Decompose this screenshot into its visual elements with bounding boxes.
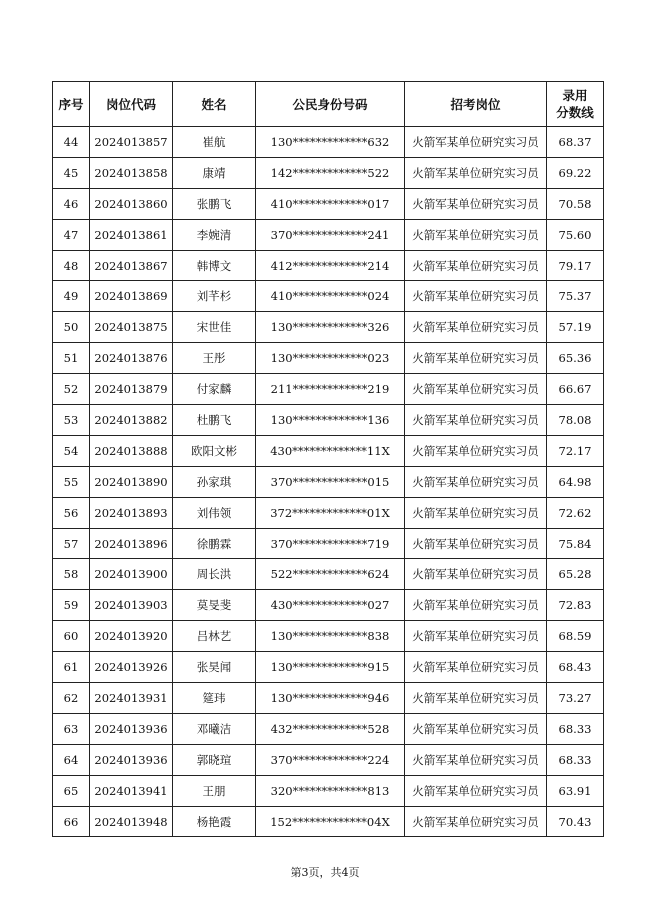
cell-seq: 52 (53, 374, 90, 405)
table-body (53, 127, 604, 837)
cell-position-code: 2024013896 (90, 528, 173, 559)
cell-id-number: 410*************017 (256, 188, 405, 219)
cell-position: 火箭军某单位研究实习员 (405, 374, 547, 405)
cell-score: 75.37 (547, 281, 604, 312)
cell-position: 火箭军某单位研究实习员 (405, 405, 547, 436)
cell-id-number: 430*************027 (256, 590, 405, 621)
cell-seq: 54 (53, 435, 90, 466)
cell-position: 火箭军某单位研究实习员 (405, 219, 547, 250)
table-row (53, 312, 604, 343)
cell-seq: 48 (53, 250, 90, 281)
cell-name: 周长洪 (173, 559, 256, 590)
table-row (53, 683, 604, 714)
cell-position: 火箭军某单位研究实习员 (405, 621, 547, 652)
table-row (53, 590, 604, 621)
cell-score: 75.60 (547, 219, 604, 250)
header-id-number: 公民身份号码 (256, 82, 405, 127)
cell-seq: 62 (53, 683, 90, 714)
cell-id-number: 142*************522 (256, 157, 405, 188)
cell-position: 火箭军某单位研究实习员 (405, 744, 547, 775)
cell-seq: 47 (53, 219, 90, 250)
table-row (53, 559, 604, 590)
cell-id-number: 370*************241 (256, 219, 405, 250)
cell-position: 火箭军某单位研究实习员 (405, 466, 547, 497)
cell-name: 康靖 (173, 157, 256, 188)
cell-position-code: 2024013857 (90, 127, 173, 158)
cell-id-number: 430*************11X (256, 435, 405, 466)
cell-id-number: 432*************528 (256, 713, 405, 744)
cell-position-code: 2024013903 (90, 590, 173, 621)
cell-position: 火箭军某单位研究实习员 (405, 127, 547, 158)
cell-score: 68.33 (547, 713, 604, 744)
cell-score: 75.84 (547, 528, 604, 559)
table-row (53, 528, 604, 559)
cell-position: 火箭军某单位研究实习员 (405, 775, 547, 806)
cell-seq: 60 (53, 621, 90, 652)
cell-position-code: 2024013926 (90, 652, 173, 683)
cell-seq: 49 (53, 281, 90, 312)
table-row (53, 157, 604, 188)
table-row (53, 621, 604, 652)
cell-position-code: 2024013893 (90, 497, 173, 528)
cell-position-code: 2024013936 (90, 744, 173, 775)
cell-id-number: 130*************946 (256, 683, 405, 714)
cell-score: 68.33 (547, 744, 604, 775)
cell-seq: 65 (53, 775, 90, 806)
cell-seq: 50 (53, 312, 90, 343)
cell-score: 68.59 (547, 621, 604, 652)
table-row (53, 435, 604, 466)
cell-score: 66.67 (547, 374, 604, 405)
cell-position: 火箭军某单位研究实习员 (405, 683, 547, 714)
header-score (547, 82, 604, 127)
table-row (53, 652, 604, 683)
cell-position-code: 2024013920 (90, 621, 173, 652)
cell-position: 火箭军某单位研究实习员 (405, 312, 547, 343)
cell-name: 王朋 (173, 775, 256, 806)
cell-score: 72.17 (547, 435, 604, 466)
cell-position: 火箭军某单位研究实习员 (405, 806, 547, 837)
cell-position-code: 2024013875 (90, 312, 173, 343)
cell-position: 火箭军某单位研究实习员 (405, 590, 547, 621)
cell-position: 火箭军某单位研究实习员 (405, 528, 547, 559)
cell-position: 火箭军某单位研究实习员 (405, 713, 547, 744)
cell-id-number: 522*************624 (256, 559, 405, 590)
header-score-line1: 录用 (562, 88, 588, 103)
cell-position: 火箭军某单位研究实习员 (405, 343, 547, 374)
cell-seq: 66 (53, 806, 90, 837)
cell-id-number: 370*************224 (256, 744, 405, 775)
cell-score: 78.08 (547, 405, 604, 436)
header-position-code: 岗位代码 (90, 82, 173, 127)
score-table (52, 81, 604, 837)
cell-id-number: 211*************219 (256, 374, 405, 405)
cell-id-number: 320*************813 (256, 775, 405, 806)
cell-id-number: 130*************632 (256, 127, 405, 158)
cell-name: 邓曦洁 (173, 713, 256, 744)
cell-position-code: 2024013888 (90, 435, 173, 466)
table-row (53, 744, 604, 775)
cell-name: 李婉清 (173, 219, 256, 250)
table-row (53, 713, 604, 744)
cell-position: 火箭军某单位研究实习员 (405, 188, 547, 219)
cell-score: 79.17 (547, 250, 604, 281)
table-row (53, 497, 604, 528)
cell-position-code: 2024013860 (90, 188, 173, 219)
cell-position-code: 2024013882 (90, 405, 173, 436)
cell-name: 徐鹏霖 (173, 528, 256, 559)
cell-seq: 63 (53, 713, 90, 744)
cell-id-number: 130*************136 (256, 405, 405, 436)
header-position: 招考岗位 (405, 82, 547, 127)
cell-score: 64.98 (547, 466, 604, 497)
cell-name: 崔航 (173, 127, 256, 158)
cell-seq: 51 (53, 343, 90, 374)
table-row (53, 775, 604, 806)
cell-position: 火箭军某单位研究实习员 (405, 281, 547, 312)
table-row (53, 219, 604, 250)
cell-position: 火箭军某单位研究实习员 (405, 559, 547, 590)
cell-id-number: 370*************719 (256, 528, 405, 559)
cell-position: 火箭军某单位研究实习员 (405, 250, 547, 281)
cell-position-code: 2024013867 (90, 250, 173, 281)
cell-score: 65.36 (547, 343, 604, 374)
cell-position-code: 2024013936 (90, 713, 173, 744)
cell-id-number: 130*************838 (256, 621, 405, 652)
cell-position-code: 2024013879 (90, 374, 173, 405)
cell-name: 刘芊杉 (173, 281, 256, 312)
cell-name: 付家麟 (173, 374, 256, 405)
header-seq: 序号 (53, 82, 90, 127)
cell-position-code: 2024013900 (90, 559, 173, 590)
cell-position-code: 2024013858 (90, 157, 173, 188)
cell-name: 张鹏飞 (173, 188, 256, 219)
cell-score: 72.62 (547, 497, 604, 528)
table-row (53, 806, 604, 837)
cell-score: 70.58 (547, 188, 604, 219)
cell-score: 65.28 (547, 559, 604, 590)
cell-name: 吕林艺 (173, 621, 256, 652)
cell-position-code: 2024013869 (90, 281, 173, 312)
cell-score: 70.43 (547, 806, 604, 837)
table-row (53, 250, 604, 281)
cell-position: 火箭军某单位研究实习员 (405, 497, 547, 528)
cell-seq: 58 (53, 559, 90, 590)
cell-seq: 59 (53, 590, 90, 621)
cell-position-code: 2024013861 (90, 219, 173, 250)
table-row (53, 127, 604, 158)
table-row (53, 188, 604, 219)
cell-id-number: 372*************01X (256, 497, 405, 528)
cell-position-code: 2024013890 (90, 466, 173, 497)
cell-seq: 61 (53, 652, 90, 683)
cell-score: 73.27 (547, 683, 604, 714)
cell-name: 韩博文 (173, 250, 256, 281)
table-row (53, 466, 604, 497)
table-row (53, 343, 604, 374)
cell-seq: 64 (53, 744, 90, 775)
cell-id-number: 152*************04X (256, 806, 405, 837)
cell-seq: 44 (53, 127, 90, 158)
header-name: 姓名 (173, 82, 256, 127)
table-row (53, 281, 604, 312)
cell-name: 杜鹏飞 (173, 405, 256, 436)
cell-score: 69.22 (547, 157, 604, 188)
cell-position: 火箭军某单位研究实习员 (405, 652, 547, 683)
cell-name: 王彤 (173, 343, 256, 374)
cell-id-number: 130*************023 (256, 343, 405, 374)
cell-score: 68.37 (547, 127, 604, 158)
cell-name: 张昊闻 (173, 652, 256, 683)
cell-name: 杨艳霞 (173, 806, 256, 837)
header-score-line2: 分数线 (556, 105, 594, 120)
cell-score: 63.91 (547, 775, 604, 806)
cell-id-number: 410*************024 (256, 281, 405, 312)
cell-position-code: 2024013931 (90, 683, 173, 714)
cell-position-code: 2024013941 (90, 775, 173, 806)
cell-seq: 46 (53, 188, 90, 219)
cell-seq: 56 (53, 497, 90, 528)
cell-position-code: 2024013876 (90, 343, 173, 374)
cell-score: 72.83 (547, 590, 604, 621)
cell-name: 筵玮 (173, 683, 256, 714)
table-row (53, 405, 604, 436)
table-header-row (53, 82, 604, 127)
cell-score: 68.43 (547, 652, 604, 683)
cell-position: 火箭军某单位研究实习员 (405, 435, 547, 466)
cell-name: 孙家琪 (173, 466, 256, 497)
cell-id-number: 370*************015 (256, 466, 405, 497)
cell-seq: 55 (53, 466, 90, 497)
cell-score: 57.19 (547, 312, 604, 343)
cell-name: 郭晓瑄 (173, 744, 256, 775)
cell-id-number: 412*************214 (256, 250, 405, 281)
cell-position: 火箭军某单位研究实习员 (405, 157, 547, 188)
cell-name: 刘伟领 (173, 497, 256, 528)
page-footer: 第3页，共4页 (290, 866, 360, 879)
cell-id-number: 130*************915 (256, 652, 405, 683)
cell-position-code: 2024013948 (90, 806, 173, 837)
cell-seq: 45 (53, 157, 90, 188)
cell-name: 莫旻斐 (173, 590, 256, 621)
cell-id-number: 130*************326 (256, 312, 405, 343)
cell-seq: 57 (53, 528, 90, 559)
cell-name: 欧阳文彬 (173, 435, 256, 466)
cell-name: 宋世佳 (173, 312, 256, 343)
cell-seq: 53 (53, 405, 90, 436)
table-row (53, 374, 604, 405)
